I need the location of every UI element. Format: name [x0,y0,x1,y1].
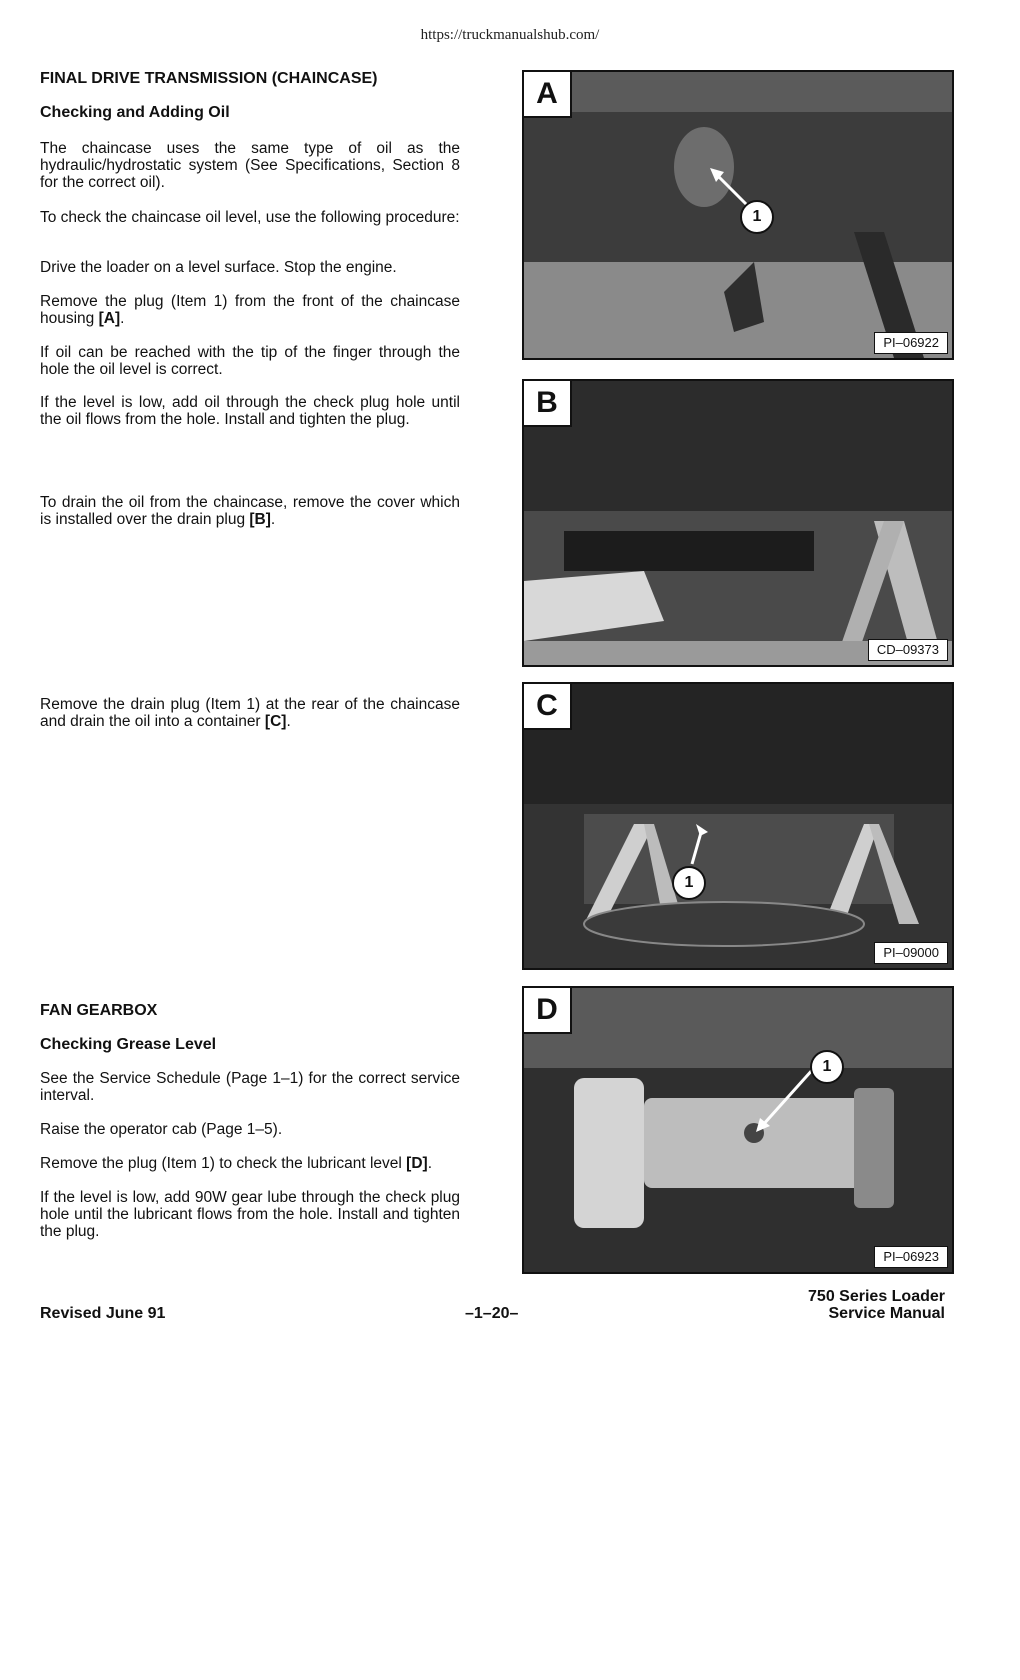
section-subtitle: Checking Grease Level [40,1036,217,1053]
figure-letter: A [524,72,572,118]
section-title: FINAL DRIVE TRANSMISSION (CHAINCASE) [40,70,378,87]
paragraph: If oil can be reached with the tip of the finger through the hole the oil level is correct. [40,344,460,378]
paragraph-with-ref: Remove the drain plug (Item 1) at the rear of the chaincase and drain the oil into a container [C]. [40,696,460,730]
callout-item: 1 [672,866,706,900]
paragraph: To check the chaincase oil level, use the following procedure: [40,209,460,226]
paragraph-text: Remove the plug (Item 1) from the front of the chaincase housing [40,293,460,327]
section-fan-gearbox [40,1002,460,1019]
figure-d-photo [524,988,952,1272]
callout-item: 1 [740,200,774,234]
paragraph: If the level is low, add oil through the check plug hole until the oil flows from the hole. Install and tighten the plug. [40,394,460,428]
figure-c [522,682,954,970]
figure-b [522,379,954,667]
manual-title [808,1288,945,1322]
paragraph: The chaincase uses the same type of oil as the hydraulic/hydrostatic system (See Specifications, Section 8 for the correct oil). [40,140,460,191]
figure-d [522,986,954,1274]
section-subtitle: Checking and Adding Oil [40,104,230,121]
paragraph-text: Remove the drain plug (Item 1) at the rear of the chaincase and drain the oil into a container [40,696,460,730]
figure-ref: [D] [406,1155,428,1172]
figure-letter: C [524,684,572,730]
figure-ref: [A] [98,310,121,327]
paragraph-text: To drain the oil from the chaincase, remove the cover which is installed over the drain plug [40,494,460,528]
revision-date: Revised June 91 [40,1305,166,1322]
figure-a-photo [524,72,952,358]
figure-code: CD–09373 [868,639,948,661]
figure-code: PI–06922 [874,332,948,354]
manual-title-line1: 750 Series Loader [808,1288,945,1305]
page-number: –1–20– [465,1305,519,1322]
figure-c-photo [524,684,952,968]
figure-letter: D [524,988,572,1034]
figure-letter: B [524,381,572,427]
figure-a [522,70,954,360]
figure-code: PI–09000 [874,942,948,964]
subtitle-wrap [40,104,460,121]
manual-title-line2: Service Manual [828,1305,945,1322]
paragraph-with-ref: Remove the plug (Item 1) from the front of the chaincase housing [A]. [40,293,460,327]
paragraph: Raise the operator cab (Page 1–5). [40,1121,283,1138]
callout-item: 1 [810,1050,844,1084]
source-url[interactable]: https://truckmanualshub.com/ [420,27,600,43]
paragraph: See the Service Schedule (Page 1–1) for the correct service interval. [40,1070,460,1104]
paragraph-with-ref: To drain the oil from the chaincase, remove the cover which is installed over the drain plug [B]. [40,494,460,528]
paragraph-text: Remove the plug (Item 1) to check the lubricant level [40,1155,407,1172]
section-title: FAN GEARBOX [40,1002,158,1019]
subtitle-wrap [40,1036,460,1053]
figure-ref: [C] [264,713,287,730]
figure-b-photo [524,381,952,665]
paragraph: If the level is low, add 90W gear lube through the check plug hole until the lubricant flows from the hole. Install and tighten the plug. [40,1189,460,1240]
paragraph-with-ref: Remove the plug (Item 1) to check the lubricant level [D]. [40,1155,432,1172]
section-chaincase [40,70,460,87]
figure-code: PI–06923 [874,1246,948,1268]
figure-ref: [B] [249,511,271,528]
paragraph: Drive the loader on a level surface. Stop the engine. [40,259,397,276]
